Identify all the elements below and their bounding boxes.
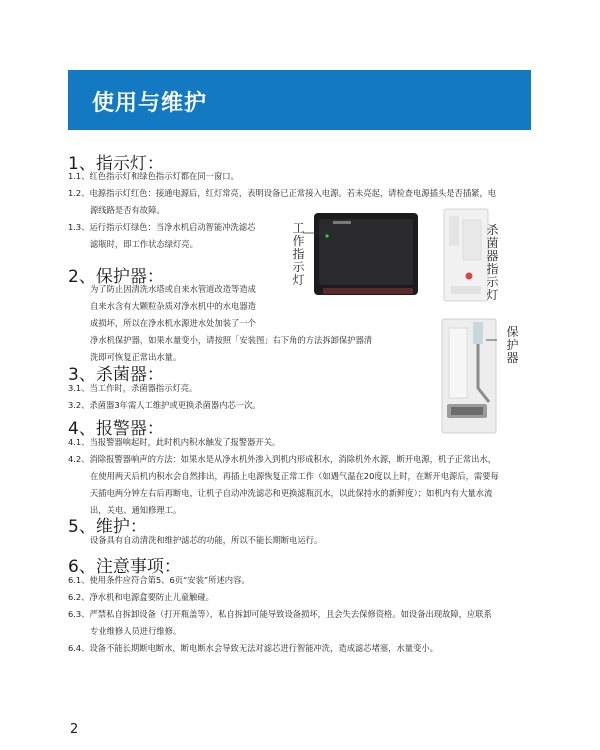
label-sterilizer-indicator: 杀菌器指示灯 xyxy=(486,223,499,302)
section-line: 1.2、电源指示灯红色：接通电源后，红灯常亮，表明设备已正常接入电源。若未亮起，请检查电源插头是否插紧，电 xyxy=(68,188,497,198)
purifier-front-photo xyxy=(313,210,420,297)
label-work-indicator: 工作指示灯 xyxy=(292,221,305,287)
section-line: 滤瓶时，即工作状态绿灯亮。 xyxy=(90,239,198,249)
section-line: 在使用两天后机内积水会自然排出，再插上电源恢复正常工作（如遇气温在20度以上时，在断开电源后，需要每 xyxy=(90,471,499,481)
section-line: 出，关电、通知修理工。 xyxy=(90,505,182,515)
section-line: 3.1、当工作时，杀菌器指示灯亮。 xyxy=(68,383,198,393)
label-protector: 保护器 xyxy=(506,325,519,365)
section-line: 洗即可恢复正常出水量。 xyxy=(90,352,182,362)
section-line: 3.2、杀菌器3年需人工维护或更换杀菌器内芯一次。 xyxy=(68,400,261,410)
section-line: 成损坏，所以在净水机水源进水处加装了一个 xyxy=(90,318,256,328)
section-line: 6.4、设备不能长期断电断水，断电断水会导致无法对滤芯进行智能冲洗，造成滤芯堵塞，水量变小。 xyxy=(68,643,438,653)
section-heading-notes: 6、注意事项： xyxy=(68,557,181,577)
section-line: 源线路是否有故障。 xyxy=(90,205,165,215)
section-line: 天插电两分钟左右后再断电，让机子自动冲洗滤芯和更换滤瓶沉水，以此保持水的新鲜度）；如机内有大量水流 xyxy=(90,488,493,498)
section-line: 净水机保护器，如果水量变小，请按照「安装图」右下角的方法拆卸保护器清 xyxy=(90,335,373,345)
section-line: 4.1、当报警器响起时，此时机内积水触发了报警器开关。 xyxy=(68,437,281,447)
section-line: 1.3、运行指示灯绿色：当净水机启动智能冲洗滤芯 xyxy=(68,222,256,232)
pointer-line xyxy=(303,228,329,238)
section-line: 1.1、红色指示灯和绿色指示灯都在同一窗口。 xyxy=(68,171,239,181)
section-line: 为了防止因清洗水塔或自来水管道改造等造成 xyxy=(90,284,256,294)
section-line: 6.1、使用条件应符合第5、6页“安装”所述内容。 xyxy=(68,575,250,585)
page-title: 使用与维护 xyxy=(92,91,208,116)
purifier-side-photo xyxy=(443,208,489,302)
section-line: 4.2、消除报警器响声的方法：如果水是从净水机外渗入到机内形成积水，消除机外水源，断开电源，机子正常出水， xyxy=(68,454,497,464)
section-line: 6.3、严禁私自拆卸设备（打开瓶盖等），私自拆卸可能导致设备损坏，且会失去保修资格。如设备出现故障，应联系 xyxy=(68,609,492,619)
section-heading-indicator-lights: 1、指示灯： xyxy=(68,154,164,174)
section-line: 自来水含有大颗粒杂质对净水机中的水电器造 xyxy=(90,301,256,311)
section-heading-alarm: 4、报警器： xyxy=(68,419,164,439)
section-heading-sterilizer: 3、杀菌器： xyxy=(68,365,164,385)
pointer-line xyxy=(486,330,498,350)
page-number: 2 xyxy=(70,722,79,737)
section-heading-maintenance: 5、维护： xyxy=(68,517,147,537)
section-line: 6.2、净水机和电源盒要防止儿童触碰。 xyxy=(68,592,214,602)
section-line: 设备具有自动清洗和维护滤芯的功能，所以不能长期断电运行。 xyxy=(90,535,323,545)
section-line: 专业维修人员进行维修。 xyxy=(90,626,182,636)
section-heading-protector: 2、保护器： xyxy=(68,267,164,287)
